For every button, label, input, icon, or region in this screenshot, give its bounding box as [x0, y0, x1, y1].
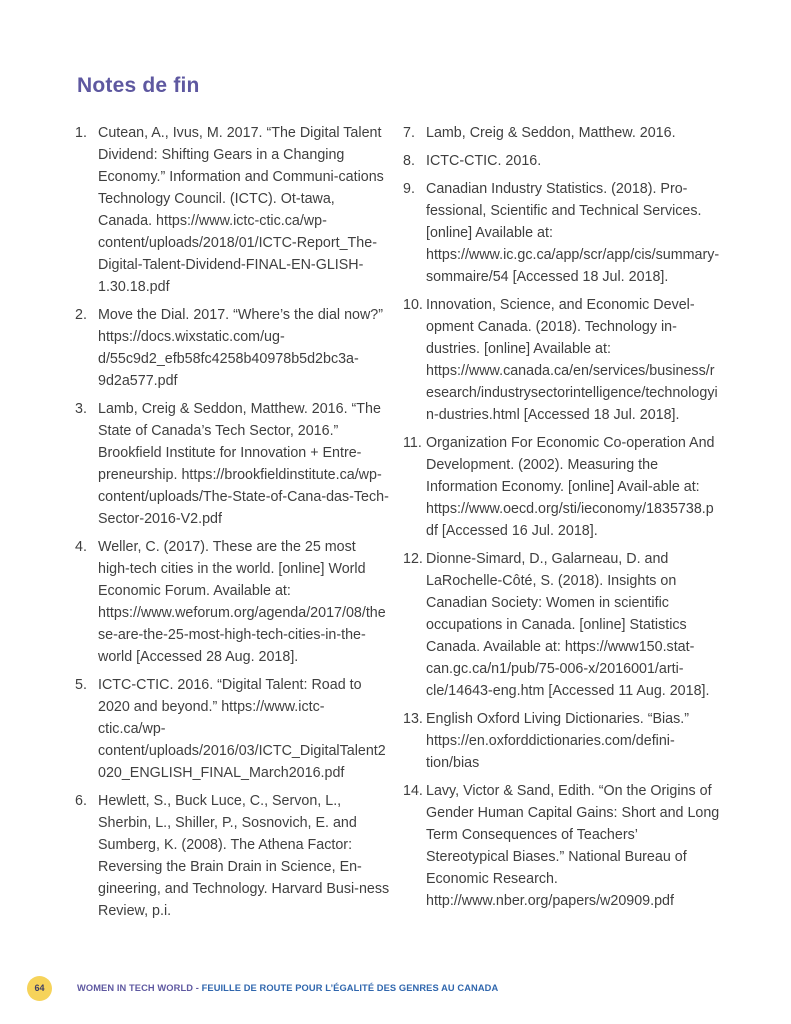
endnote-text: ICTC-CTIC. 2016. [426, 153, 542, 169]
endnote-item [403, 780, 721, 912]
page-number-badge: 64 [27, 976, 52, 1001]
endnote-number: 7. [403, 125, 415, 141]
endnote-number: 10. [403, 297, 423, 313]
endnote-number: 14. [403, 783, 423, 799]
endnote-item [403, 150, 721, 172]
endnote-number: 2. [75, 307, 87, 323]
endnote-text[interactable]: Organization For Economic Co-operation And Development. (2002). Measuring the Information Economy. [online] Avail-able at: https://www.oecd.org/sti/ieconomy/1835738.pdf [Accessed 16 Jul. 2018]. [426, 435, 715, 539]
endnote-item [75, 536, 391, 668]
footer-publication: WOMEN IN TECH WORLD [77, 983, 194, 993]
page-footer [27, 976, 767, 1002]
footer-subtitle: FEUILLE DE ROUTE POUR L’ÉGALITÉ DES GENRES AU CANADA [201, 983, 499, 993]
endnote-text[interactable]: Dionne-Simard, D., Galarneau, D. and LaRochelle-Côté, S. (2018). Insights on Canadian Society: Women in scientific occupations in Canada. [online] Statistics Canada. Available at: https://www150.stat-can.gc.ca/n1/pub/75-006-x/2016001/arti-cle/14643-eng.htm [Accessed 11 Aug. 2018]. [426, 551, 710, 699]
endnotes-left-column [75, 122, 391, 928]
endnote-text[interactable]: Hewlett, S., Buck Luce, C., Servon, L., Sherbin, L., Shiller, P., Sosnovich, E. and Sumberg, K. (2008). The Athena Factor: Reversing the Brain Drain in Science, En-gineering, and Technology. Harvard Busi-ness Review, p.i. [98, 793, 390, 919]
endnotes-right-column [403, 122, 721, 918]
endnote-item [75, 790, 391, 922]
endnote-text[interactable]: Cutean, A., Ivus, M. 2017. “The Digital Talent Dividend: Shifting Gears in a Changing Economy.” Information and Communi-cations Technology Council. (ICTC). Ot-tawa, Canada. https://www.ictc-ctic.ca/wp-content/uploads/2018/01/ICTC-Report_The-Digital-Talent-Dividend-FINAL-EN-GLISH-1.30.18.pdf [98, 125, 384, 295]
endnote-item [403, 432, 721, 542]
endnote-item [75, 398, 391, 530]
endnote-text[interactable]: Canadian Industry Statistics. (2018). Pro-fessional, Scientific and Technical Services. [online] Available at: https://www.ic.gc.ca/app/scr/app/cis/summary-sommaire/54 [Accessed 18 Jul. 2018]. [426, 181, 720, 285]
endnote-number: 9. [403, 181, 415, 197]
endnote-item [75, 122, 391, 298]
endnote-item [75, 674, 391, 784]
endnote-item [403, 548, 721, 702]
footer-separator: - [193, 983, 202, 993]
endnote-number: 6. [75, 793, 87, 809]
endnote-text: Lamb, Creig & Seddon, Matthew. 2016. [426, 125, 676, 141]
endnote-number: 3. [75, 401, 87, 417]
endnote-item [403, 708, 721, 774]
endnote-number: 5. [75, 677, 87, 693]
endnote-text[interactable]: Weller, C. (2017). These are the 25 most high-tech cities in the world. [online] World Economic Forum. Available at: https://www.weforum.org/agenda/2017/08/these-are-the-25-most-high-tech-cities-in-the-world [Accessed 28 Aug. 2018]. [98, 539, 386, 665]
endnote-text[interactable]: Innovation, Science, and Economic Devel-opment Canada. (2018). Technology in-dustries. [online] Available at: https://www.canada.ca/en/services/business/research/industrysectorintelligence/technologyin-dustries.html [Accessed 18 Jul. 2018]. [426, 297, 718, 423]
endnote-number: 11. [403, 435, 422, 451]
endnote-text[interactable]: ICTC-CTIC. 2016. “Digital Talent: Road to 2020 and beyond.” https://www.ictc-ctic.ca/wp-content/uploads/2016/03/ICTC_DigitalTalent2020_ENGLISH_FINAL_March2016.pdf [98, 677, 386, 781]
endnote-text[interactable]: Lavy, Victor & Sand, Edith. “On the Origins of Gender Human Capital Gains: Short and Long Term Consequences of Teachers’ Stereotypical Biases.” National Bureau of Economic Research. http://www.nber.org/papers/w20909.pdf [426, 783, 720, 909]
endnote-number: 4. [75, 539, 87, 555]
endnote-number: 13. [403, 711, 423, 727]
endnote-item [403, 122, 721, 144]
endnote-text[interactable]: Move the Dial. 2017. “Where’s the dial now?” https://docs.wixstatic.com/ug-d/55c9d2_efb58fc4258b40978b5d2bc3a-9d2a577.pdf [98, 307, 384, 389]
page-title: Notes de fin [77, 74, 200, 97]
endnote-number: 1. [75, 125, 87, 141]
endnote-number: 8. [403, 153, 415, 169]
endnote-text[interactable]: English Oxford Living Dictionaries. “Bias.” https://en.oxforddictionaries.com/defini-tion/bias [426, 711, 690, 771]
endnote-item [403, 178, 721, 288]
footer-running-title [77, 983, 498, 993]
endnote-number: 12. [403, 551, 423, 567]
endnote-item [75, 304, 391, 392]
endnote-item [403, 294, 721, 426]
endnote-text[interactable]: Lamb, Creig & Seddon, Matthew. 2016. “The State of Canada’s Tech Sector, 2016.” Brookfield Institute for Innovation + Entre-preneurship. https://brookfieldinstitute.ca/wp-content/uploads/The-State-of-Cana-das-Tech-Sector-2016-V2.pdf [98, 401, 389, 527]
